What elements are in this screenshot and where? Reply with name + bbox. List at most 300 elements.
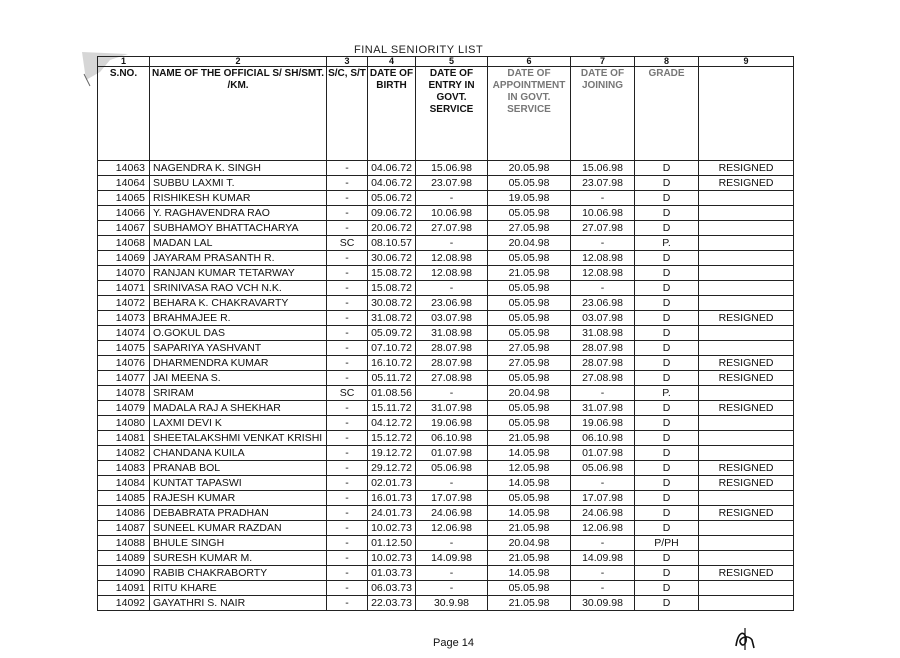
grade-cell: D (635, 266, 699, 281)
serial-number-cell: 14088 (98, 536, 150, 551)
serial-number-cell: 14068 (98, 236, 150, 251)
date-of-appointment-cell: 05.05.98 (488, 311, 571, 326)
date-of-joining-cell: - (571, 566, 635, 581)
serial-number-cell: 14067 (98, 221, 150, 236)
column-number-row (98, 57, 794, 67)
date-of-appointment-cell: 05.05.98 (488, 281, 571, 296)
remarks-cell (699, 206, 794, 221)
table-row (98, 236, 794, 251)
date-of-birth-cell: 04.12.72 (368, 416, 416, 431)
column-number: 2 (150, 57, 327, 67)
date-of-appointment-cell: 05.05.98 (488, 401, 571, 416)
category-cell: - (327, 161, 368, 176)
table-row (98, 371, 794, 386)
column-number: 5 (416, 57, 488, 67)
grade-cell: P. (635, 386, 699, 401)
date-of-joining-cell: - (571, 536, 635, 551)
date-of-appointment-cell: 05.05.98 (488, 251, 571, 266)
table-row (98, 491, 794, 506)
date-of-birth-cell: 19.12.72 (368, 446, 416, 461)
serial-number-cell: 14074 (98, 326, 150, 341)
remarks-cell (699, 536, 794, 551)
official-name-cell: O.GOKUL DAS (150, 326, 327, 341)
serial-number-cell: 14070 (98, 266, 150, 281)
date-of-birth-cell: 05.11.72 (368, 371, 416, 386)
grade-cell: D (635, 191, 699, 206)
grade-cell: D (635, 221, 699, 236)
date-of-joining-cell: 03.07.98 (571, 311, 635, 326)
header-row (98, 67, 794, 161)
date-of-birth-cell: 01.08.56 (368, 386, 416, 401)
header-entry: DATE OF ENTRY IN GOVT. SERVICE (416, 67, 488, 161)
serial-number-cell: 14079 (98, 401, 150, 416)
category-cell: - (327, 491, 368, 506)
table-row (98, 191, 794, 206)
date-of-entry-cell: 28.07.98 (416, 341, 488, 356)
serial-number-cell: 14071 (98, 281, 150, 296)
official-name-cell: BEHARA K. CHAKRAVARTY (150, 296, 327, 311)
date-of-entry-cell: 24.06.98 (416, 506, 488, 521)
date-of-entry-cell: 27.07.98 (416, 221, 488, 236)
serial-number-cell: 14083 (98, 461, 150, 476)
date-of-entry-cell: 06.10.98 (416, 431, 488, 446)
date-of-birth-cell: 09.06.72 (368, 206, 416, 221)
table-row (98, 206, 794, 221)
date-of-joining-cell: 28.07.98 (571, 341, 635, 356)
date-of-joining-cell: 12.08.98 (571, 251, 635, 266)
official-name-cell: DHARMENDRA KUMAR (150, 356, 327, 371)
category-cell: - (327, 431, 368, 446)
table-row (98, 416, 794, 431)
date-of-birth-cell: 15.08.72 (368, 281, 416, 296)
remarks-cell (699, 386, 794, 401)
serial-number-cell: 14087 (98, 521, 150, 536)
date-of-joining-cell: 12.06.98 (571, 521, 635, 536)
category-cell: - (327, 311, 368, 326)
grade-cell: D (635, 251, 699, 266)
category-cell: - (327, 221, 368, 236)
date-of-joining-cell: 19.06.98 (571, 416, 635, 431)
column-number: 1 (98, 57, 150, 67)
date-of-appointment-cell: 14.05.98 (488, 506, 571, 521)
serial-number-cell: 14065 (98, 191, 150, 206)
category-cell: - (327, 536, 368, 551)
category-cell: SC (327, 386, 368, 401)
signature-mark (732, 626, 758, 652)
date-of-appointment-cell: 27.05.98 (488, 341, 571, 356)
official-name-cell: Y. RAGHAVENDRA RAO (150, 206, 327, 221)
grade-cell: P/PH (635, 536, 699, 551)
date-of-entry-cell: - (416, 566, 488, 581)
grade-cell: D (635, 176, 699, 191)
date-of-joining-cell: 15.06.98 (571, 161, 635, 176)
date-of-birth-cell: 07.10.72 (368, 341, 416, 356)
official-name-cell: RANJAN KUMAR TETARWAY (150, 266, 327, 281)
table-row (98, 161, 794, 176)
category-cell: - (327, 326, 368, 341)
category-cell: - (327, 266, 368, 281)
date-of-entry-cell: - (416, 476, 488, 491)
category-cell: - (327, 401, 368, 416)
table-row (98, 581, 794, 596)
date-of-entry-cell: - (416, 386, 488, 401)
date-of-appointment-cell: 27.05.98 (488, 221, 571, 236)
table-row (98, 476, 794, 491)
date-of-joining-cell: - (571, 581, 635, 596)
official-name-cell: MADALA RAJ A SHEKHAR (150, 401, 327, 416)
remarks-cell (699, 341, 794, 356)
official-name-cell: SHEETALAKSHMI VENKAT KRISHI (150, 431, 327, 446)
remarks-cell (699, 446, 794, 461)
official-name-cell: KUNTAT TAPASWI (150, 476, 327, 491)
category-cell: - (327, 506, 368, 521)
grade-cell: D (635, 581, 699, 596)
header-grade: GRADE (635, 67, 699, 161)
table-row (98, 551, 794, 566)
official-name-cell: GAYATHRI S. NAIR (150, 596, 327, 611)
table-row (98, 176, 794, 191)
date-of-birth-cell: 16.10.72 (368, 356, 416, 371)
serial-number-cell: 14063 (98, 161, 150, 176)
serial-number-cell: 14085 (98, 491, 150, 506)
date-of-entry-cell: 28.07.98 (416, 356, 488, 371)
date-of-joining-cell: 05.06.98 (571, 461, 635, 476)
date-of-entry-cell: - (416, 581, 488, 596)
grade-cell: D (635, 461, 699, 476)
date-of-joining-cell: 23.06.98 (571, 296, 635, 311)
date-of-joining-cell: - (571, 476, 635, 491)
date-of-appointment-cell: 20.05.98 (488, 161, 571, 176)
date-of-entry-cell: 23.06.98 (416, 296, 488, 311)
serial-number-cell: 14064 (98, 176, 150, 191)
column-number: 9 (699, 57, 794, 67)
remarks-cell (699, 296, 794, 311)
date-of-entry-cell: 03.07.98 (416, 311, 488, 326)
grade-cell: D (635, 161, 699, 176)
table-row (98, 566, 794, 581)
grade-cell: P. (635, 236, 699, 251)
grade-cell: D (635, 281, 699, 296)
date-of-entry-cell: 01.07.98 (416, 446, 488, 461)
official-name-cell: NAGENDRA K. SINGH (150, 161, 327, 176)
category-cell: - (327, 416, 368, 431)
date-of-appointment-cell: 20.04.98 (488, 386, 571, 401)
date-of-birth-cell: 29.12.72 (368, 461, 416, 476)
grade-cell: D (635, 356, 699, 371)
grade-cell: D (635, 491, 699, 506)
date-of-entry-cell: 19.06.98 (416, 416, 488, 431)
date-of-entry-cell: 10.06.98 (416, 206, 488, 221)
date-of-birth-cell: 04.06.72 (368, 176, 416, 191)
remarks-cell (699, 281, 794, 296)
remarks-cell: RESIGNED (699, 401, 794, 416)
date-of-entry-cell: 12.08.98 (416, 266, 488, 281)
date-of-appointment-cell: 05.05.98 (488, 581, 571, 596)
date-of-entry-cell: 30.9.98 (416, 596, 488, 611)
serial-number-cell: 14089 (98, 551, 150, 566)
date-of-joining-cell: 31.08.98 (571, 326, 635, 341)
category-cell: - (327, 461, 368, 476)
table-row (98, 266, 794, 281)
official-name-cell: BHULE SINGH (150, 536, 327, 551)
table-row (98, 446, 794, 461)
date-of-birth-cell: 10.02.73 (368, 551, 416, 566)
table-row (98, 326, 794, 341)
official-name-cell: RABIB CHAKRABORTY (150, 566, 327, 581)
serial-number-cell: 14075 (98, 341, 150, 356)
header-category: S/C, S/T (327, 67, 368, 161)
category-cell: - (327, 251, 368, 266)
serial-number-cell: 14084 (98, 476, 150, 491)
date-of-entry-cell: 31.07.98 (416, 401, 488, 416)
date-of-appointment-cell: 05.05.98 (488, 491, 571, 506)
date-of-joining-cell: 23.07.98 (571, 176, 635, 191)
official-name-cell: SRINIVASA RAO VCH N.K. (150, 281, 327, 296)
date-of-appointment-cell: 05.05.98 (488, 206, 571, 221)
official-name-cell: SUBBU LAXMI T. (150, 176, 327, 191)
document-title: FINAL SENIORITY LIST (354, 44, 484, 56)
official-name-cell: SUNEEL KUMAR RAZDAN (150, 521, 327, 536)
date-of-joining-cell: - (571, 386, 635, 401)
date-of-joining-cell: - (571, 281, 635, 296)
category-cell: - (327, 296, 368, 311)
table-row (98, 311, 794, 326)
date-of-entry-cell: 23.07.98 (416, 176, 488, 191)
serial-number-cell: 14080 (98, 416, 150, 431)
date-of-joining-cell: 01.07.98 (571, 446, 635, 461)
remarks-cell (699, 251, 794, 266)
grade-cell: D (635, 551, 699, 566)
remarks-cell (699, 491, 794, 506)
official-name-cell: CHANDANA KUILA (150, 446, 327, 461)
serial-number-cell: 14081 (98, 431, 150, 446)
date-of-joining-cell: 27.07.98 (571, 221, 635, 236)
serial-number-cell: 14069 (98, 251, 150, 266)
date-of-birth-cell: 10.02.73 (368, 521, 416, 536)
official-name-cell: SAPARIYA YASHVANT (150, 341, 327, 356)
date-of-birth-cell: 22.03.73 (368, 596, 416, 611)
table-body (98, 161, 794, 611)
remarks-cell: RESIGNED (699, 356, 794, 371)
grade-cell: D (635, 506, 699, 521)
grade-cell: D (635, 401, 699, 416)
remarks-cell: RESIGNED (699, 506, 794, 521)
grade-cell: D (635, 596, 699, 611)
category-cell: - (327, 176, 368, 191)
header-name: NAME OF THE OFFICIAL S/ SH/SMT. /KM. (150, 67, 327, 161)
official-name-cell: RISHIKESH KUMAR (150, 191, 327, 206)
header-sno: S.NO. (98, 67, 150, 161)
grade-cell: D (635, 311, 699, 326)
header-dob: DATE OF BIRTH (368, 67, 416, 161)
date-of-appointment-cell: 21.05.98 (488, 551, 571, 566)
grade-cell: D (635, 476, 699, 491)
date-of-birth-cell: 15.08.72 (368, 266, 416, 281)
official-name-cell: JAI MEENA S. (150, 371, 327, 386)
category-cell: - (327, 191, 368, 206)
table-row (98, 536, 794, 551)
table-row (98, 251, 794, 266)
remarks-cell: RESIGNED (699, 176, 794, 191)
serial-number-cell: 14082 (98, 446, 150, 461)
remarks-cell (699, 221, 794, 236)
date-of-birth-cell: 20.06.72 (368, 221, 416, 236)
remarks-cell (699, 416, 794, 431)
category-cell: - (327, 356, 368, 371)
category-cell: - (327, 596, 368, 611)
table-row (98, 341, 794, 356)
date-of-joining-cell: 31.07.98 (571, 401, 635, 416)
date-of-birth-cell: 24.01.73 (368, 506, 416, 521)
date-of-appointment-cell: 20.04.98 (488, 536, 571, 551)
date-of-joining-cell: 28.07.98 (571, 356, 635, 371)
official-name-cell: BRAHMAJEE R. (150, 311, 327, 326)
date-of-appointment-cell: 14.05.98 (488, 476, 571, 491)
official-name-cell: SURESH KUMAR M. (150, 551, 327, 566)
serial-number-cell: 14078 (98, 386, 150, 401)
remarks-cell (699, 266, 794, 281)
category-cell: - (327, 581, 368, 596)
date-of-joining-cell: 27.08.98 (571, 371, 635, 386)
date-of-birth-cell: 15.11.72 (368, 401, 416, 416)
date-of-entry-cell: - (416, 191, 488, 206)
date-of-birth-cell: 30.06.72 (368, 251, 416, 266)
date-of-birth-cell: 06.03.73 (368, 581, 416, 596)
date-of-joining-cell: 17.07.98 (571, 491, 635, 506)
serial-number-cell: 14077 (98, 371, 150, 386)
grade-cell: D (635, 521, 699, 536)
serial-number-cell: 14092 (98, 596, 150, 611)
remarks-cell (699, 521, 794, 536)
seniority-table (97, 56, 794, 611)
grade-cell: D (635, 431, 699, 446)
grade-cell: D (635, 371, 699, 386)
date-of-appointment-cell: 21.05.98 (488, 266, 571, 281)
date-of-birth-cell: 05.06.72 (368, 191, 416, 206)
column-number: 4 (368, 57, 416, 67)
remarks-cell: RESIGNED (699, 461, 794, 476)
grade-cell: D (635, 446, 699, 461)
column-number: 6 (488, 57, 571, 67)
category-cell: SC (327, 236, 368, 251)
date-of-entry-cell: - (416, 281, 488, 296)
official-name-cell: SUBHAMOY BHATTACHARYA (150, 221, 327, 236)
date-of-appointment-cell: 05.05.98 (488, 176, 571, 191)
remarks-cell (699, 236, 794, 251)
table-row (98, 431, 794, 446)
remarks-cell: RESIGNED (699, 161, 794, 176)
header-remarks (699, 67, 794, 161)
date-of-joining-cell: 06.10.98 (571, 431, 635, 446)
grade-cell: D (635, 566, 699, 581)
official-name-cell: RAJESH KUMAR (150, 491, 327, 506)
date-of-joining-cell: - (571, 191, 635, 206)
table-row (98, 281, 794, 296)
date-of-appointment-cell: 05.05.98 (488, 296, 571, 311)
date-of-appointment-cell: 21.05.98 (488, 521, 571, 536)
remarks-cell (699, 581, 794, 596)
header-appointment: DATE OF APPOINTMENT IN GOVT. SERVICE (488, 67, 571, 161)
date-of-appointment-cell: 05.05.98 (488, 326, 571, 341)
date-of-appointment-cell: 21.05.98 (488, 431, 571, 446)
date-of-birth-cell: 01.12.50 (368, 536, 416, 551)
table-row (98, 401, 794, 416)
serial-number-cell: 14091 (98, 581, 150, 596)
date-of-appointment-cell: 05.05.98 (488, 371, 571, 386)
date-of-birth-cell: 31.08.72 (368, 311, 416, 326)
remarks-cell (699, 431, 794, 446)
serial-number-cell: 14066 (98, 206, 150, 221)
official-name-cell: LAXMI DEVI K (150, 416, 327, 431)
date-of-joining-cell: 30.09.98 (571, 596, 635, 611)
date-of-birth-cell: 01.03.73 (368, 566, 416, 581)
header-joining: DATE OF JOINING (571, 67, 635, 161)
date-of-birth-cell: 08.10.57 (368, 236, 416, 251)
category-cell: - (327, 281, 368, 296)
category-cell: - (327, 566, 368, 581)
table-row (98, 386, 794, 401)
date-of-appointment-cell: 14.05.98 (488, 566, 571, 581)
date-of-appointment-cell: 14.05.98 (488, 446, 571, 461)
table-row (98, 221, 794, 236)
date-of-entry-cell: - (416, 236, 488, 251)
date-of-birth-cell: 04.06.72 (368, 161, 416, 176)
page-number: Page 14 (433, 637, 474, 649)
date-of-birth-cell: 30.08.72 (368, 296, 416, 311)
grade-cell: D (635, 341, 699, 356)
official-name-cell: MADAN LAL (150, 236, 327, 251)
date-of-entry-cell: 17.07.98 (416, 491, 488, 506)
grade-cell: D (635, 416, 699, 431)
serial-number-cell: 14086 (98, 506, 150, 521)
date-of-appointment-cell: 21.05.98 (488, 596, 571, 611)
table-row (98, 356, 794, 371)
table-row (98, 296, 794, 311)
category-cell: - (327, 341, 368, 356)
remarks-cell: RESIGNED (699, 476, 794, 491)
table-row (98, 596, 794, 611)
date-of-entry-cell: 15.06.98 (416, 161, 488, 176)
date-of-appointment-cell: 12.05.98 (488, 461, 571, 476)
category-cell: - (327, 446, 368, 461)
official-name-cell: PRANAB BOL (150, 461, 327, 476)
remarks-cell (699, 326, 794, 341)
official-name-cell: SRIRAM (150, 386, 327, 401)
official-name-cell: JAYARAM PRASANTH R. (150, 251, 327, 266)
column-number: 8 (635, 57, 699, 67)
remarks-cell (699, 596, 794, 611)
date-of-joining-cell: - (571, 236, 635, 251)
serial-number-cell: 14072 (98, 296, 150, 311)
remarks-cell: RESIGNED (699, 371, 794, 386)
date-of-birth-cell: 05.09.72 (368, 326, 416, 341)
remarks-cell: RESIGNED (699, 311, 794, 326)
category-cell: - (327, 521, 368, 536)
official-name-cell: RITU KHARE (150, 581, 327, 596)
date-of-appointment-cell: 27.05.98 (488, 356, 571, 371)
serial-number-cell: 14073 (98, 311, 150, 326)
remarks-cell (699, 551, 794, 566)
date-of-entry-cell: 12.08.98 (416, 251, 488, 266)
remarks-cell: RESIGNED (699, 566, 794, 581)
date-of-appointment-cell: 20.04.98 (488, 236, 571, 251)
grade-cell: D (635, 206, 699, 221)
serial-number-cell: 14076 (98, 356, 150, 371)
column-number: 3 (327, 57, 368, 67)
date-of-entry-cell: 05.06.98 (416, 461, 488, 476)
column-number: 7 (571, 57, 635, 67)
date-of-birth-cell: 15.12.72 (368, 431, 416, 446)
